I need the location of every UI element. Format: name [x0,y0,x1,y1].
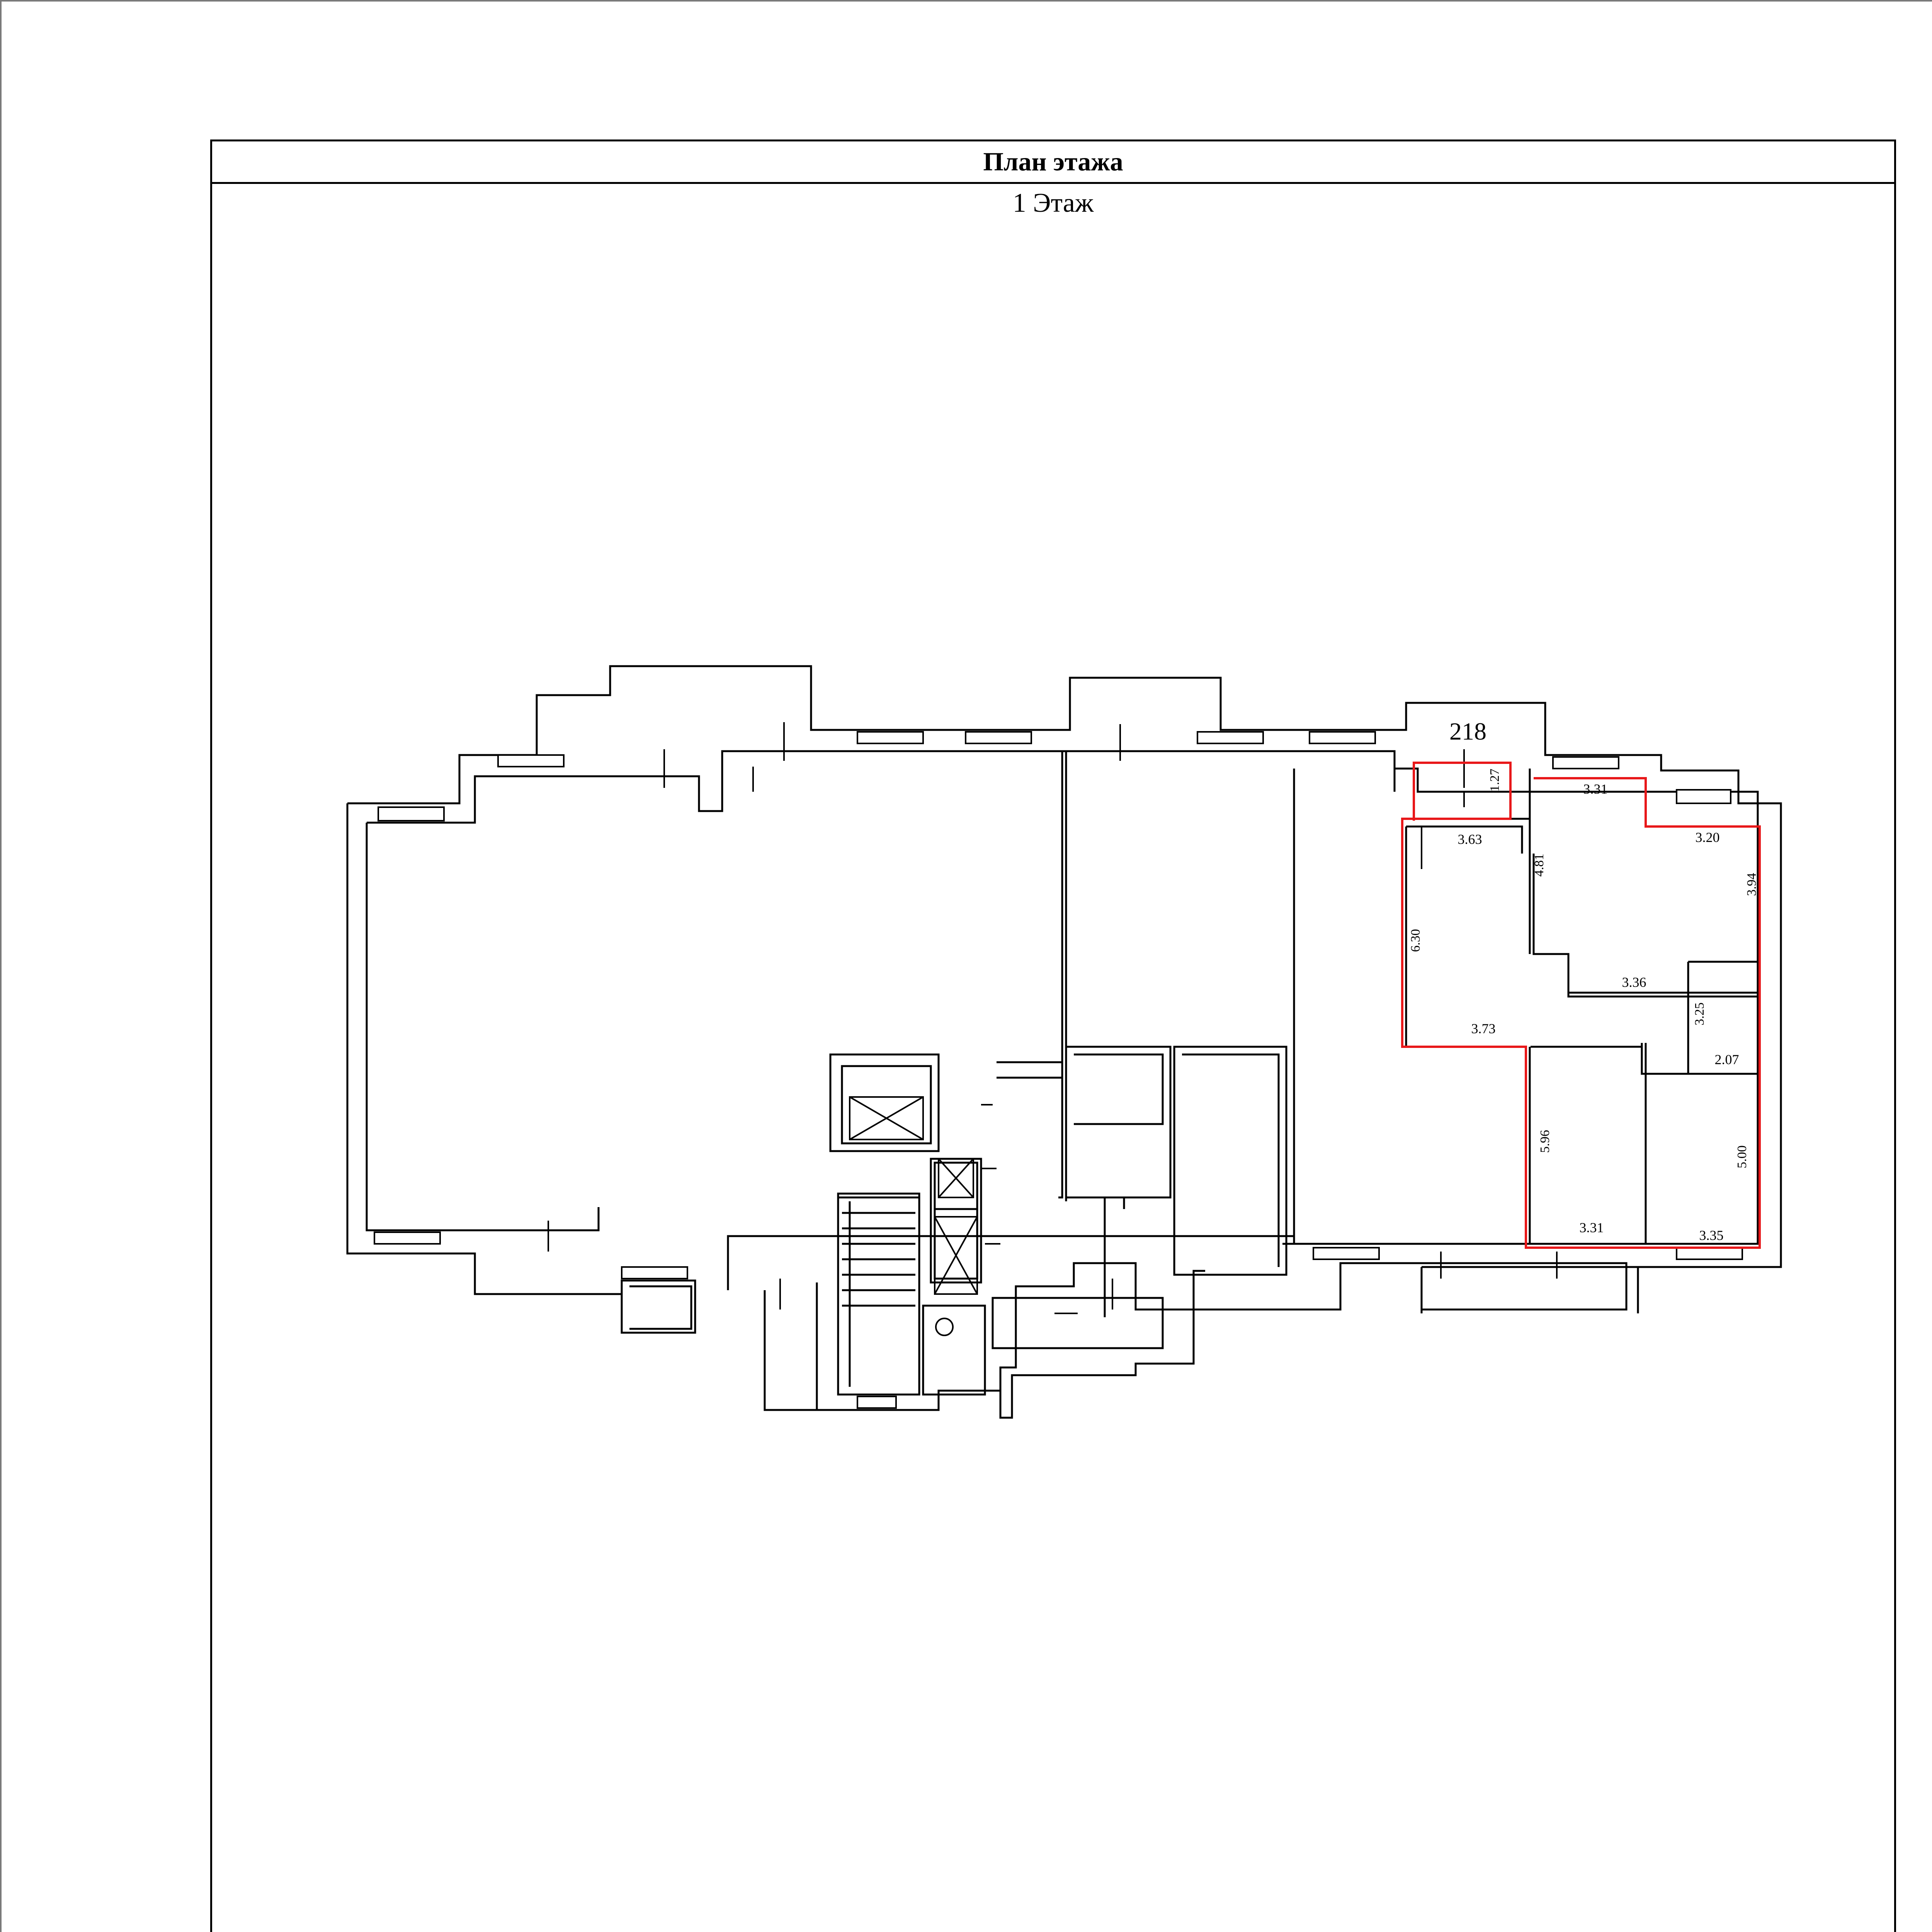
dim-label: 6.30 [1408,929,1423,952]
dim-label: 3.36 [1622,975,1646,990]
dim-label: 5.96 [1538,1130,1552,1153]
dim-label: 2.07 [1714,1052,1739,1067]
dim-label: 3.73 [1471,1021,1496,1036]
dim-label: 3.25 [1692,1002,1707,1026]
dim-label: 4.81 [1532,854,1546,877]
dim-label: 3.31 [1579,1220,1604,1235]
room-number: 218 [1449,718,1486,745]
dim-label: 1.27 [1488,769,1502,792]
windows [374,732,1742,1408]
elevator-shafts [850,1097,977,1335]
dim-label: 3.63 [1458,832,1482,847]
page-title: План этажа [983,147,1123,176]
dim-label: 3.31 [1583,781,1608,797]
dim-label: 5.00 [1735,1145,1749,1168]
dim-label: 3.94 [1745,873,1759,896]
floor-label: 1 Этаж [1012,188,1094,218]
dim-label: 3.20 [1695,830,1720,845]
drawing-frame [210,139,1896,1932]
dim-label: 3.35 [1699,1228,1724,1243]
floor-plan [212,141,1894,1932]
